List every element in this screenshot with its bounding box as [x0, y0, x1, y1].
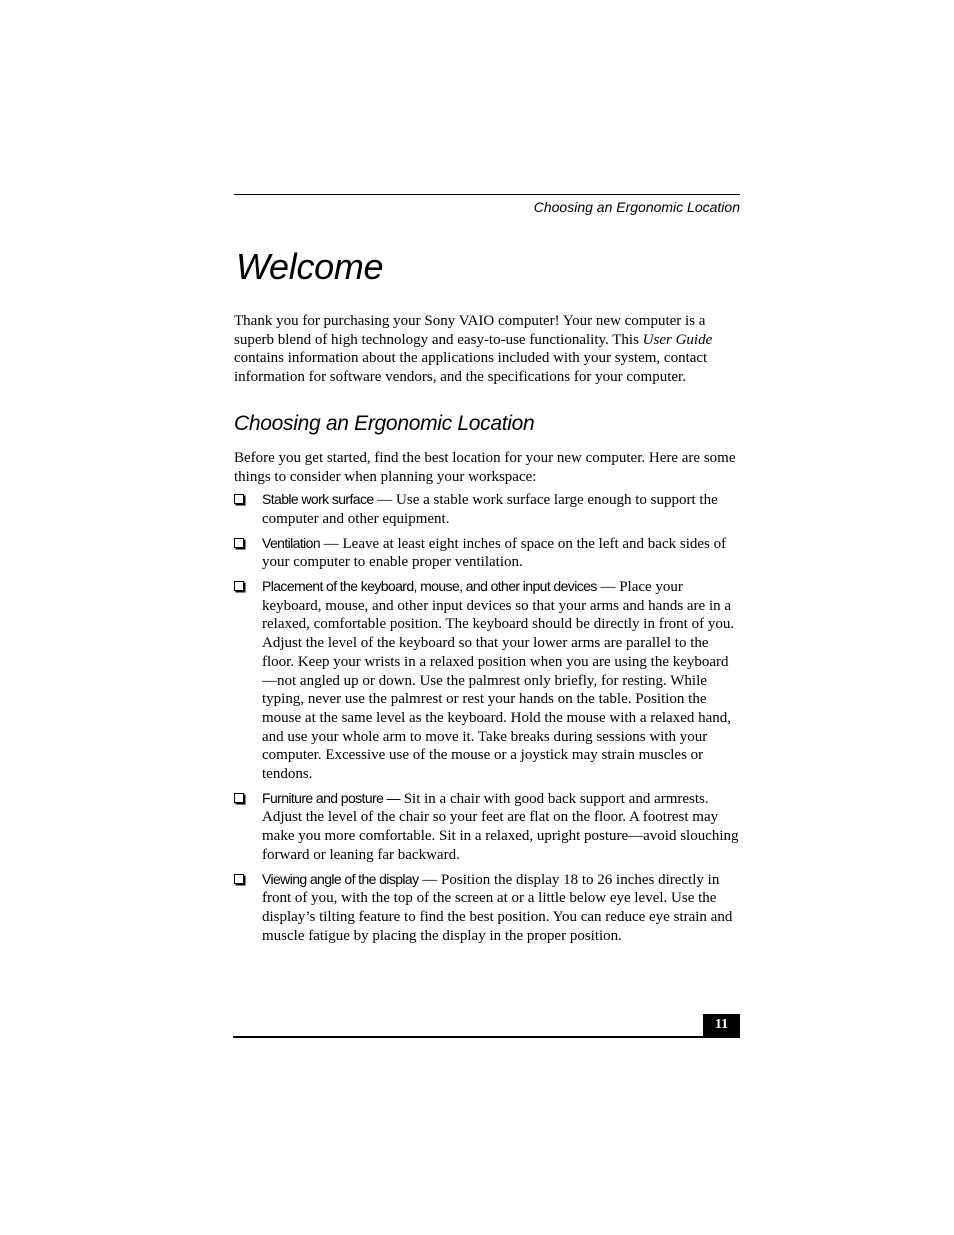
- item-text: Use a stable work surface large enough to support the computer and other equipment.: [262, 492, 718, 527]
- checkbox-bullet-icon: [234, 538, 244, 548]
- item-text: Place your keyboard, mouse, and other input devices so that your arms and hands are in a relaxed, comfortable position. The keyboard should be directly in front of you. Adjust the level of the keyboard so that your lower arms are parallel to the floor. Keep your wrists in a relaxed position when you are using the keyboard—not angled up or down. Use the palmrest only briefly, for resting. While typing, never use the palmrest or rest your hands on the table. Position the mouse at the same level as the keyboard. Hold the mouse with a relaxed hand, and use your whole arm to move it. Take breaks during sessions with your computer. Excessive use of the mouse or a joystick may strain muscles or tendons.: [262, 579, 735, 783]
- item-term: Viewing angle of the display: [262, 870, 419, 887]
- item-text: Sit in a chair with good back support and armrests. Adjust the level of the chair so your feet are flat on the floor. A footrest may make you more comfortable. Sit in a relaxed, upright posture—avoid slouching forward or leaning far backward.: [262, 790, 739, 863]
- item-separator: —: [596, 579, 620, 596]
- footer-rule: [233, 1036, 740, 1038]
- item-text: Position the display 18 to 26 inches directly in front of you, with the top of the screen at or a little below eye level. Use the display’s tilting feature to find the best position. You can reduce eye strain and muscle fatigue by placing the display in the proper position.: [262, 871, 733, 944]
- list-item: [234, 789, 740, 865]
- checkbox-bullet-icon: [234, 874, 244, 884]
- intro-text-end: contains information about the applications included with your system, contact information for software vendors, and the specifications for your computer.: [234, 350, 708, 386]
- page-footer: [233, 1014, 740, 1038]
- list-item: [234, 577, 740, 784]
- header-rule: [234, 194, 740, 195]
- item-separator: —: [373, 492, 397, 509]
- page-title: Welcome: [236, 246, 384, 287]
- item-separator: —: [418, 871, 442, 888]
- list-item: [234, 534, 740, 572]
- section-lead: Before you get started, find the best location for your new computer. Here are some things to consider when planning your workspace:: [234, 449, 736, 485]
- intro-emphasis: User Guide: [642, 331, 713, 348]
- checkbox-bullet-icon: [234, 494, 244, 504]
- item-text: Leave at least eight inches of space on the left and back sides of your computer to enable proper ventilation.: [262, 535, 727, 571]
- list-item: [234, 490, 740, 528]
- item-term: Stable work surface: [262, 491, 374, 508]
- item-term: Furniture and posture —: [262, 789, 400, 806]
- ergonomic-tips-list: [234, 490, 740, 945]
- checkbox-bullet-icon: [234, 581, 244, 591]
- intro-paragraph: [234, 312, 740, 387]
- item-term: Placement of the keyboard, mouse, and other input devices: [262, 578, 597, 595]
- section-heading: Choosing an Ergonomic Location: [234, 411, 535, 435]
- item-term: Ventilation: [262, 534, 321, 551]
- page-content: [234, 194, 740, 950]
- intro-text-start: Thank you for purchasing your Sony VAIO computer! Your new computer is a superb blend of high technology and easy-to-use functionality. This: [234, 313, 706, 348]
- page-number: 11: [703, 1014, 740, 1038]
- running-head: Choosing an Ergonomic Location: [533, 199, 740, 215]
- item-separator: —: [320, 535, 343, 552]
- list-item: [234, 870, 740, 946]
- checkbox-bullet-icon: [234, 793, 244, 803]
